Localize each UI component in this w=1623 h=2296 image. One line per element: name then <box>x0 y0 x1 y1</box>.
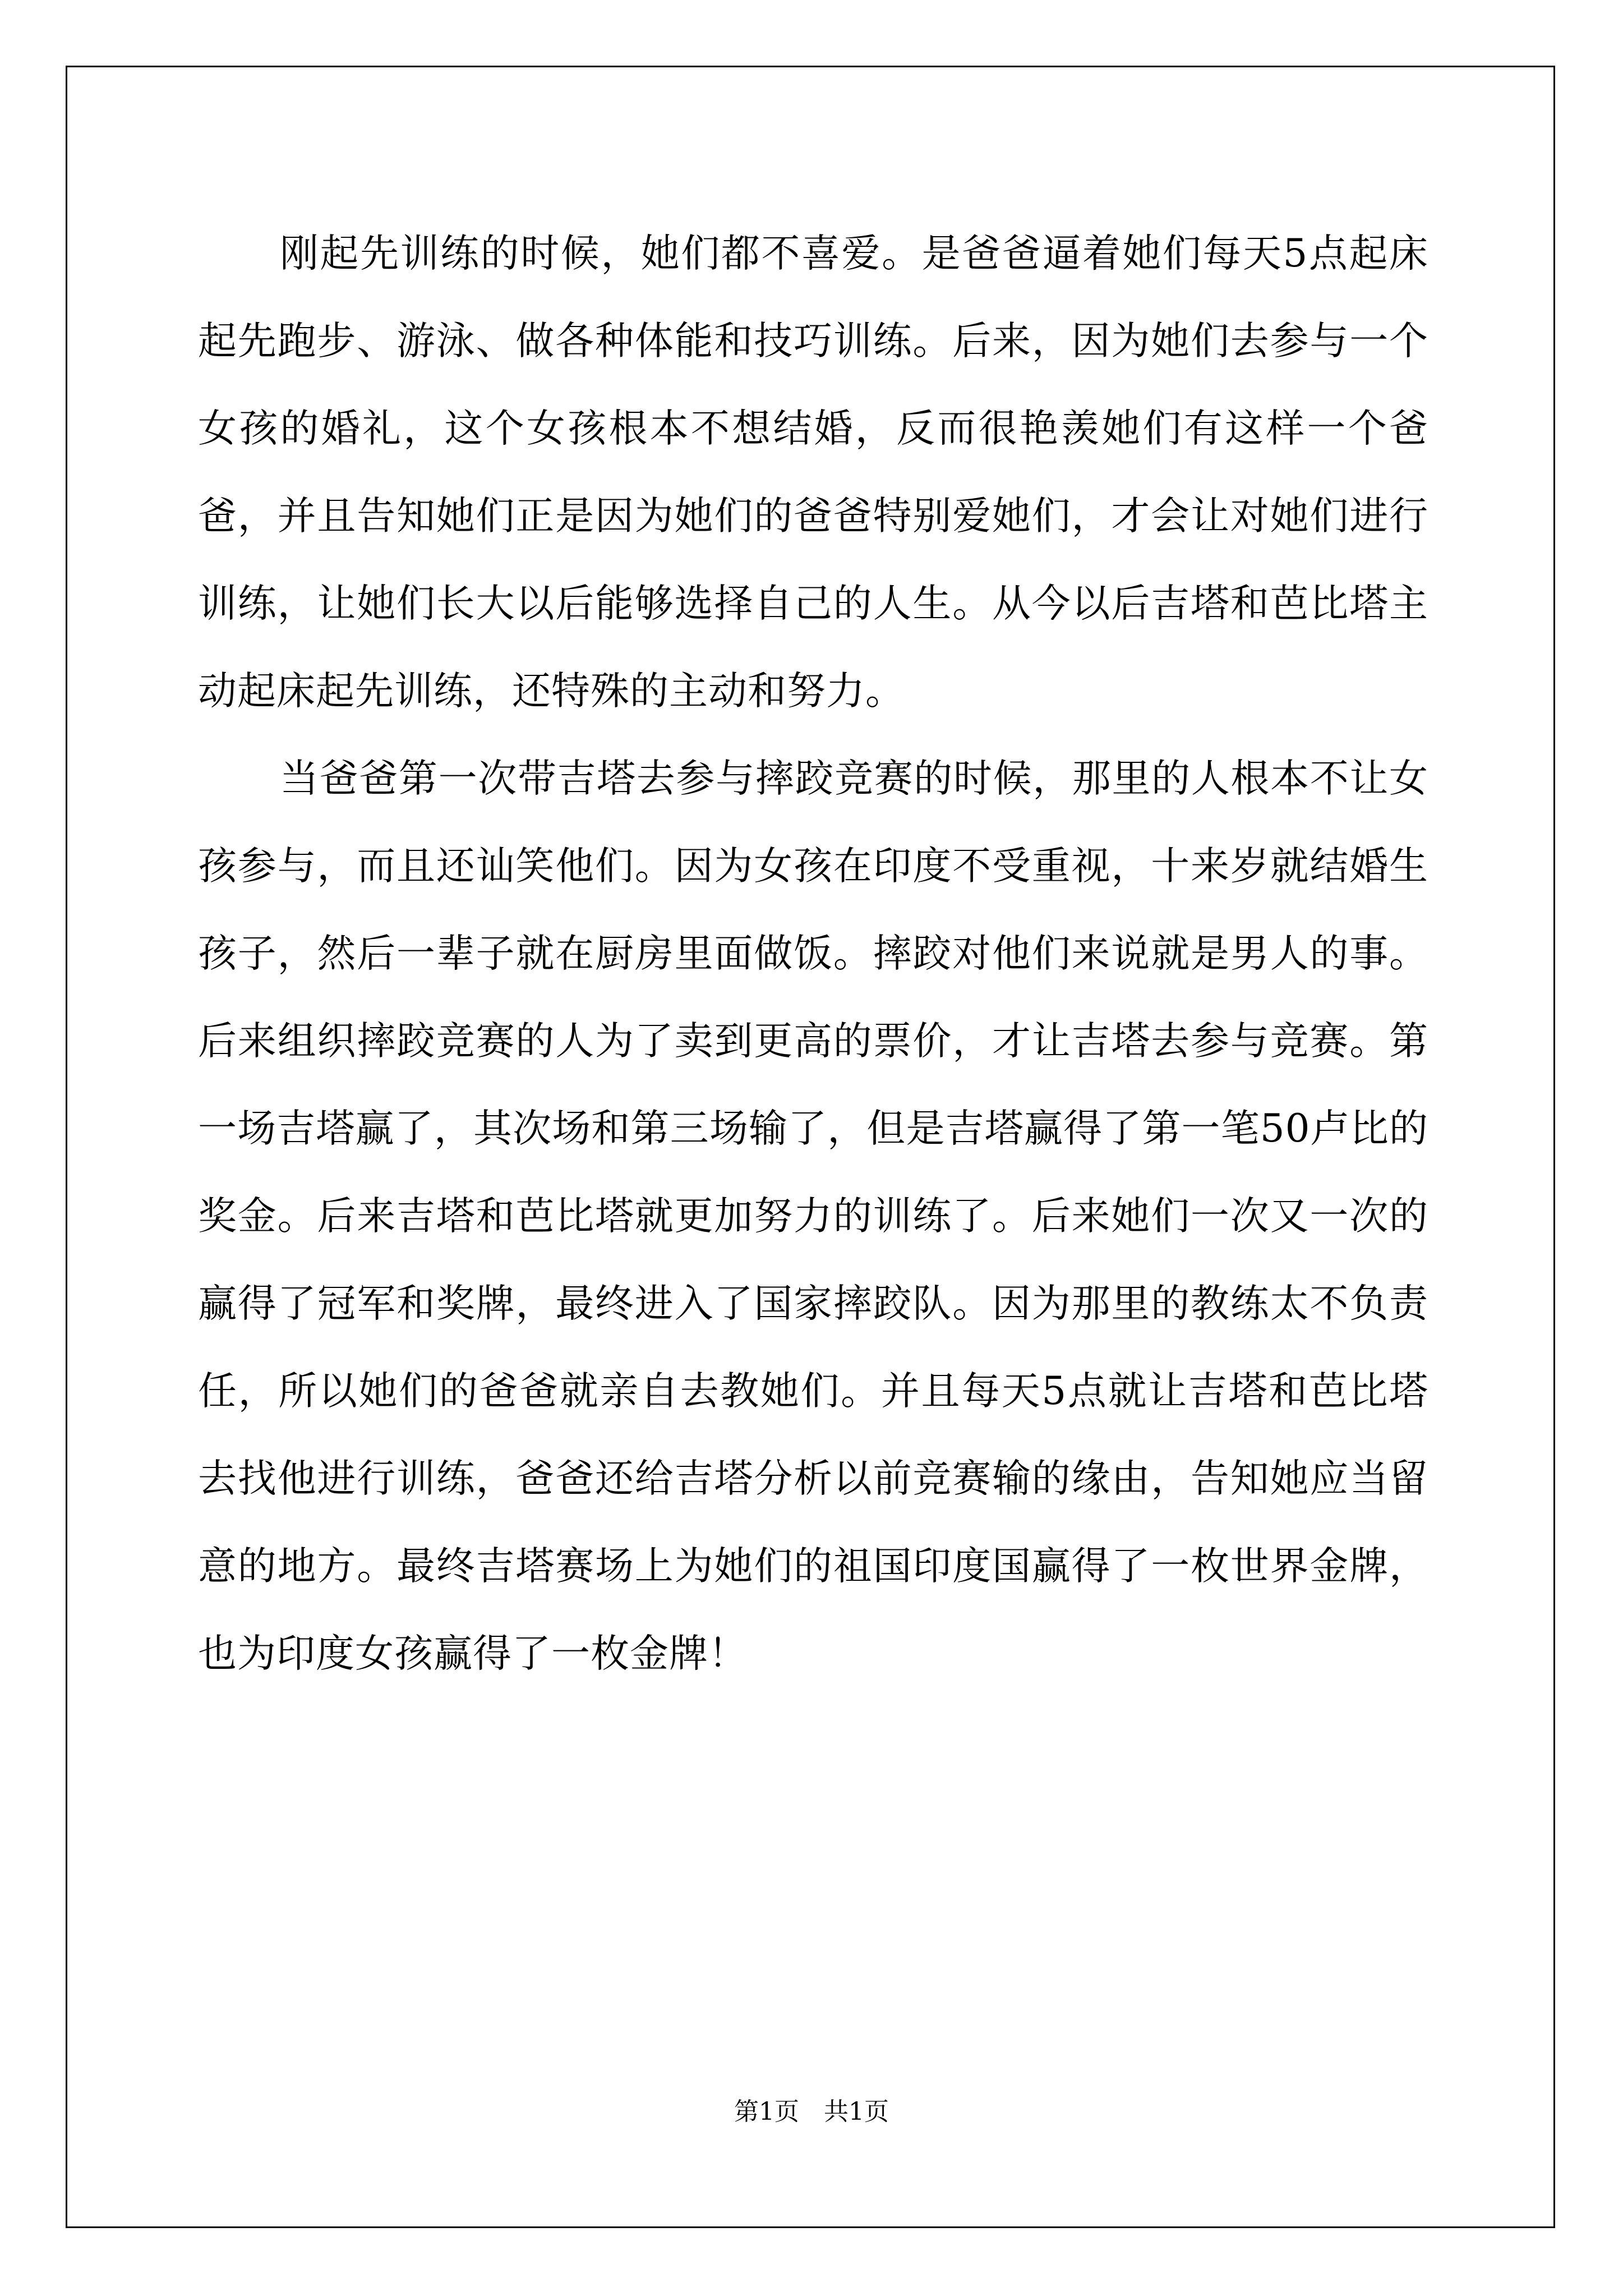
paragraph-2: 当爸爸第一次带吉塔去参与摔跤竞赛的时候，那里的人根本不让女孩参与，而且还讪笑他们。因为女孩在印度不受重视，十来岁就结婚生孩子，然后一辈子就在厨房里面做饭。摔跤对他们来说就是男人的事。后来组织摔跤竞赛的人为了卖到更高的票价，才让吉塔去参与竞赛。第一场吉塔赢了，其次场和第三场输了，但是吉塔赢得了第一笔50卢比的奖金。后来吉塔和芭比塔就更加努力的训练了。后来她们一次又一次的赢得了冠军和奖牌，最终进入了国家摔跤队。因为那里的教练太不负责任，所以她们的爸爸就亲自去教她们。并且每天5点就让吉塔和芭比塔去找他进行训练，爸爸还给吉塔分析以前竞赛输的缘由，告知她应当留意的地方。最终吉塔赛场上为她们的祖国印度国赢得了一枚世界金牌，也为印度女孩赢得了一枚金牌！ <box>198 756 1428 1676</box>
page-footer: 第1页 共1页 <box>734 2097 889 2126</box>
paragraph-1: 刚起先训练的时候，她们都不喜爱。是爸爸逼着她们每天5点起床起先跑步、游泳、做各种体能和技巧训练。后来，因为她们去参与一个女孩的婚礼，这个女孩根本不想结婚，反而很艳羡她们有这样一个爸爸，并且告知她们正是因为她们的爸爸特别爱她们，才会让对她们进行训练，让她们长大以后能够选择自己的人生。从今以后吉塔和芭比塔主动起床起先训练，还特殊的主动和努力。 <box>198 231 1428 714</box>
document-body <box>198 210 1428 1697</box>
